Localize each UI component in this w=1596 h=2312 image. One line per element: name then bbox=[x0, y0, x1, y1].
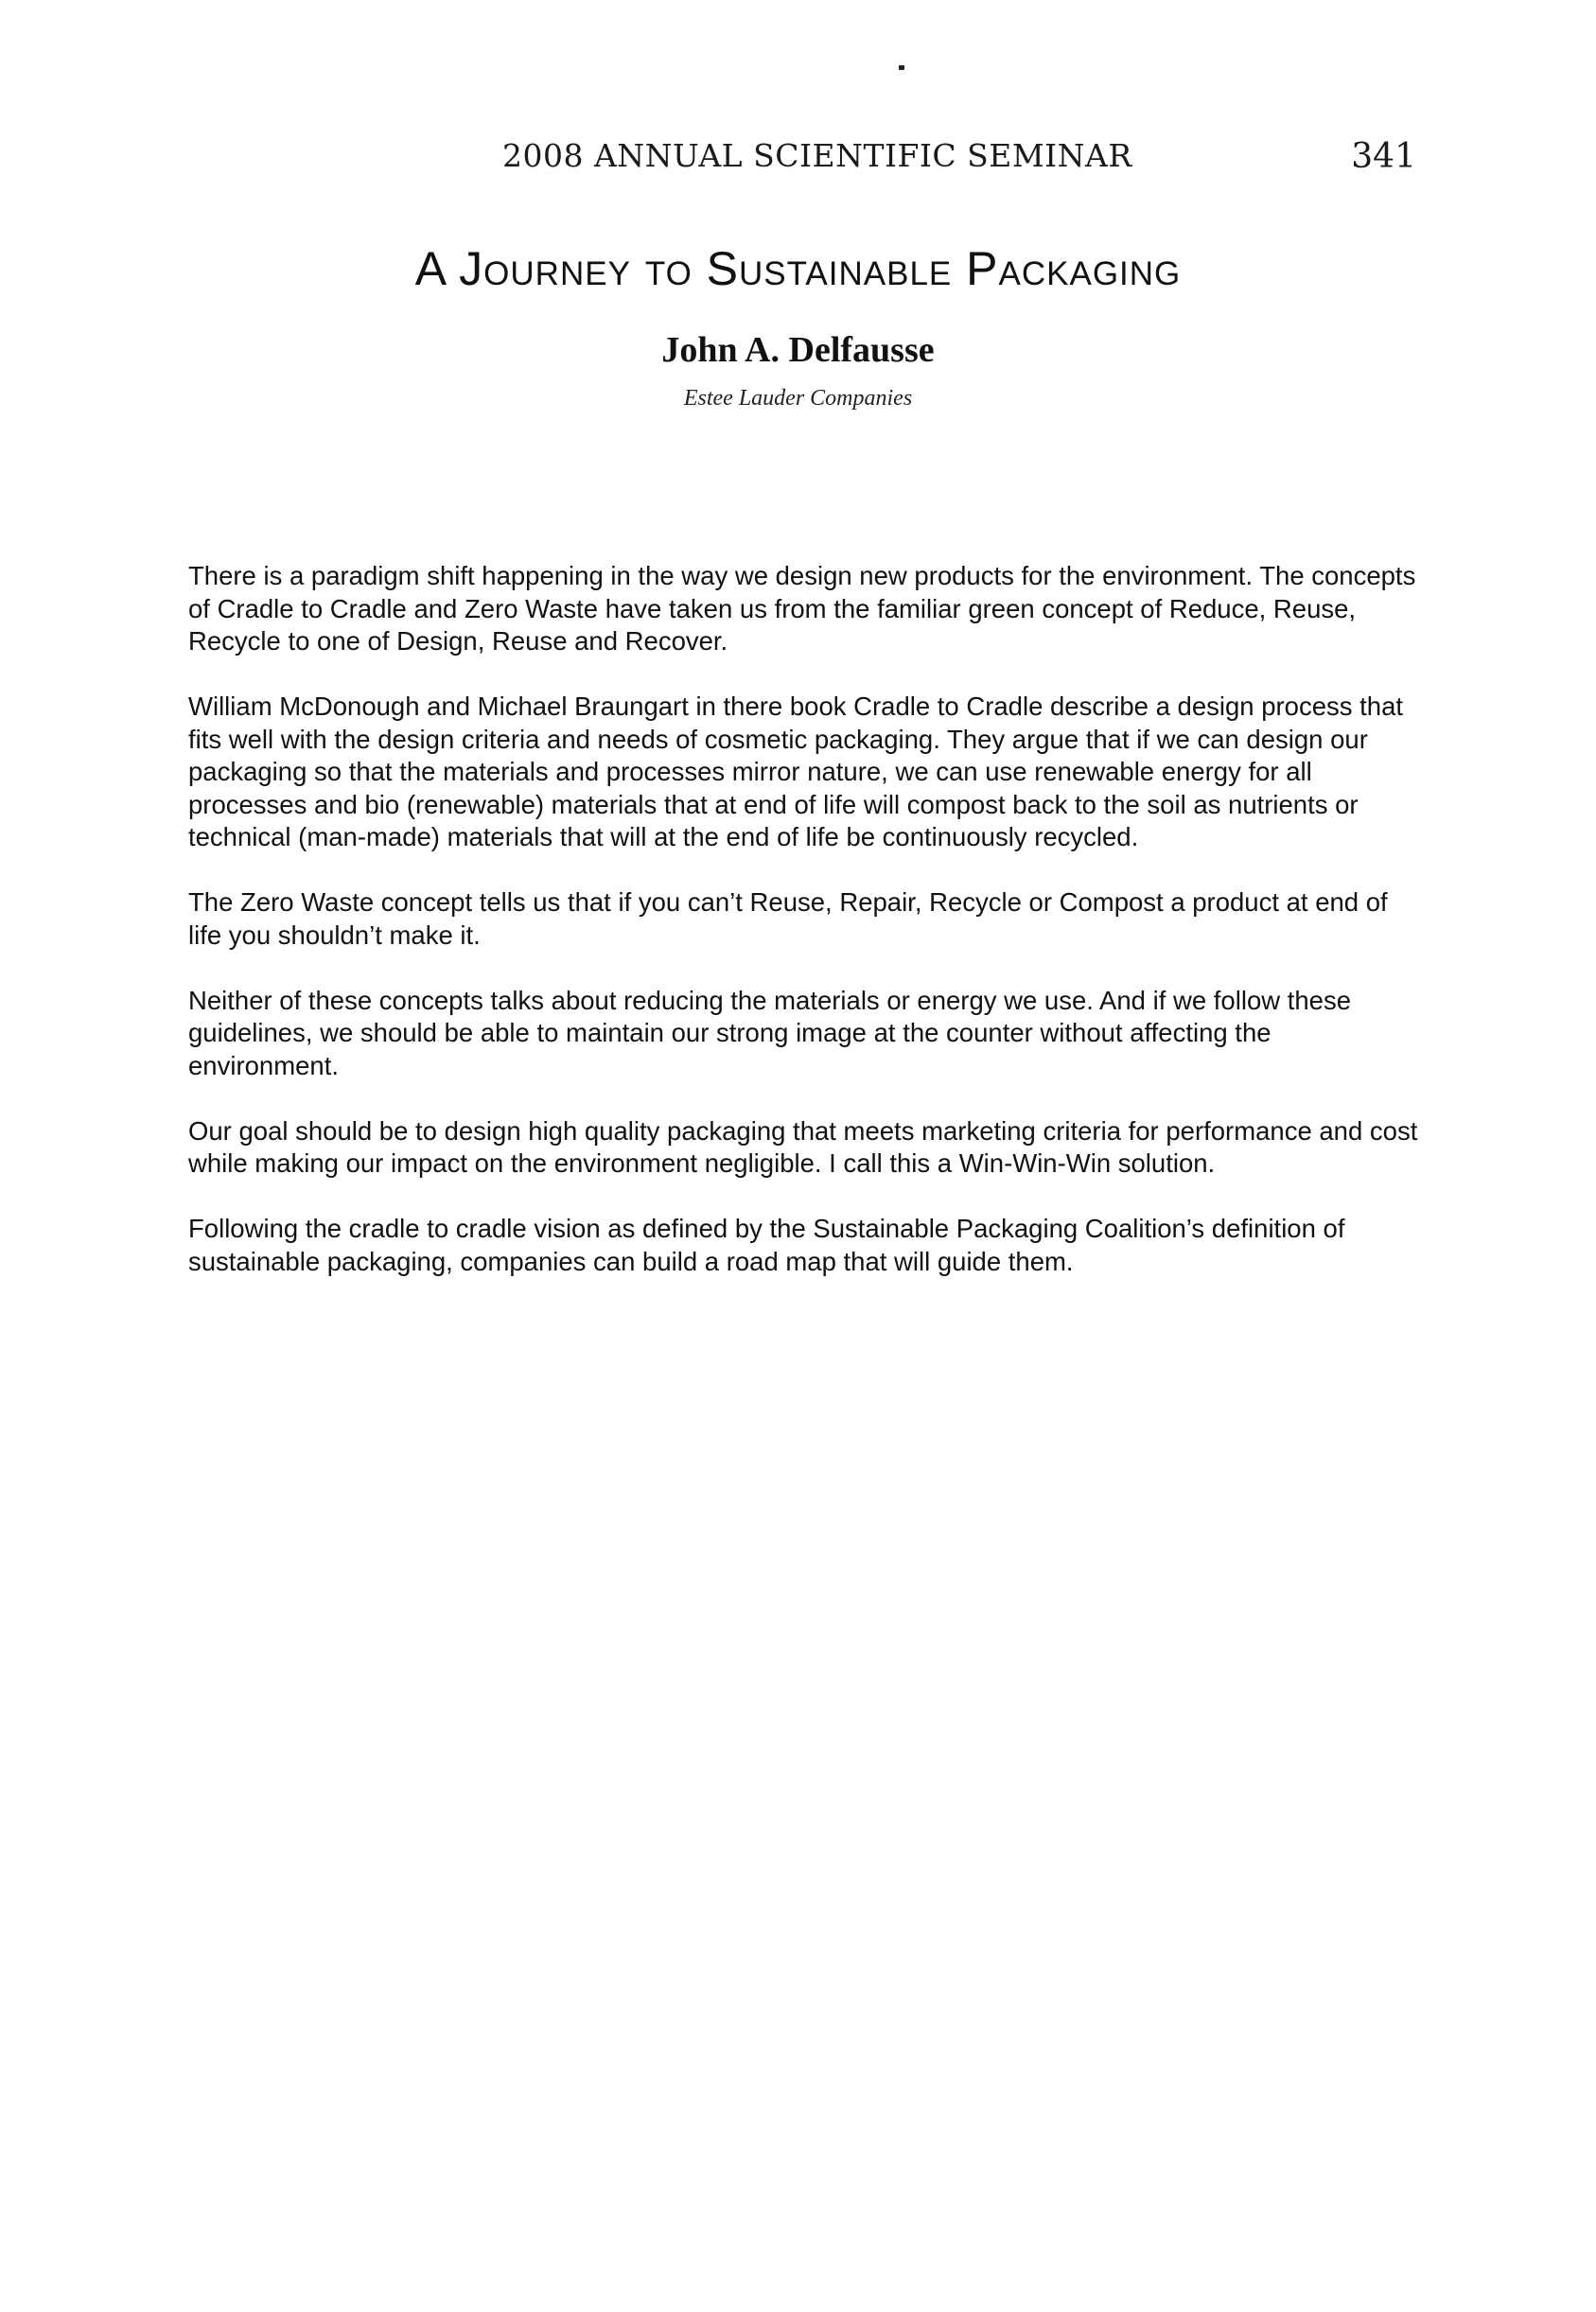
running-title: 2008 ANNUAL SCIENTIFIC SEMINAR bbox=[502, 137, 1132, 174]
paragraph: Our goal should be to design high quality packaging that meets marketing criteria for performance and cost while making our impact on the environment negligible. I call this a Win-Win-Win solution. bbox=[188, 1115, 1418, 1178]
article-title: A Journey to Sustainable Packaging bbox=[414, 242, 1182, 295]
author-affiliation: Estee Lauder Companies bbox=[683, 386, 913, 411]
paragraph: The Zero Waste concept tells us that if you can’t Reuse, Repair, Recycle or Compost a product at end of life you shouldn’t make it. bbox=[188, 887, 1388, 950]
page-number: 341 bbox=[1351, 137, 1416, 176]
paragraph: Neither of these concepts talks about reducing the materials or energy we use. And if we follow these guidelines, we should be able to maintain our strong image at the counter without affecting the environment. bbox=[188, 985, 1352, 1080]
article-body bbox=[188, 560, 1428, 1311]
scan-artifact-dot bbox=[899, 65, 904, 70]
paragraph: There is a paradigm shift happening in the way we design new products for the environment. The concepts of Cradle to Cradle and Zero Waste have taken us from the familiar green concept of Reduce, Reuse, Recycle to one of Design, Reuse and Recover. bbox=[188, 561, 1416, 656]
paragraph: Following the cradle to cradle vision as defined by the Sustainable Packaging Coalition’s definition of sustainable packaging, companies can build a road map that will guide them. bbox=[188, 1214, 1345, 1276]
author-name: John A. Delfausse bbox=[661, 330, 935, 370]
running-header bbox=[0, 137, 1596, 184]
paragraph: William McDonough and Michael Braungart in there book Cradle to Cradle describe a design process that fits well with the design criteria and needs of cosmetic packaging. They argue that if we can design our packaging so that the materials and processes mirror nature, we can use renewable energy for all processes and bio (renewable) materials that at end of life will compost back to the soil as nutrients or technical (man-made) materials that will at the end of life be continuously recycled. bbox=[188, 692, 1404, 851]
